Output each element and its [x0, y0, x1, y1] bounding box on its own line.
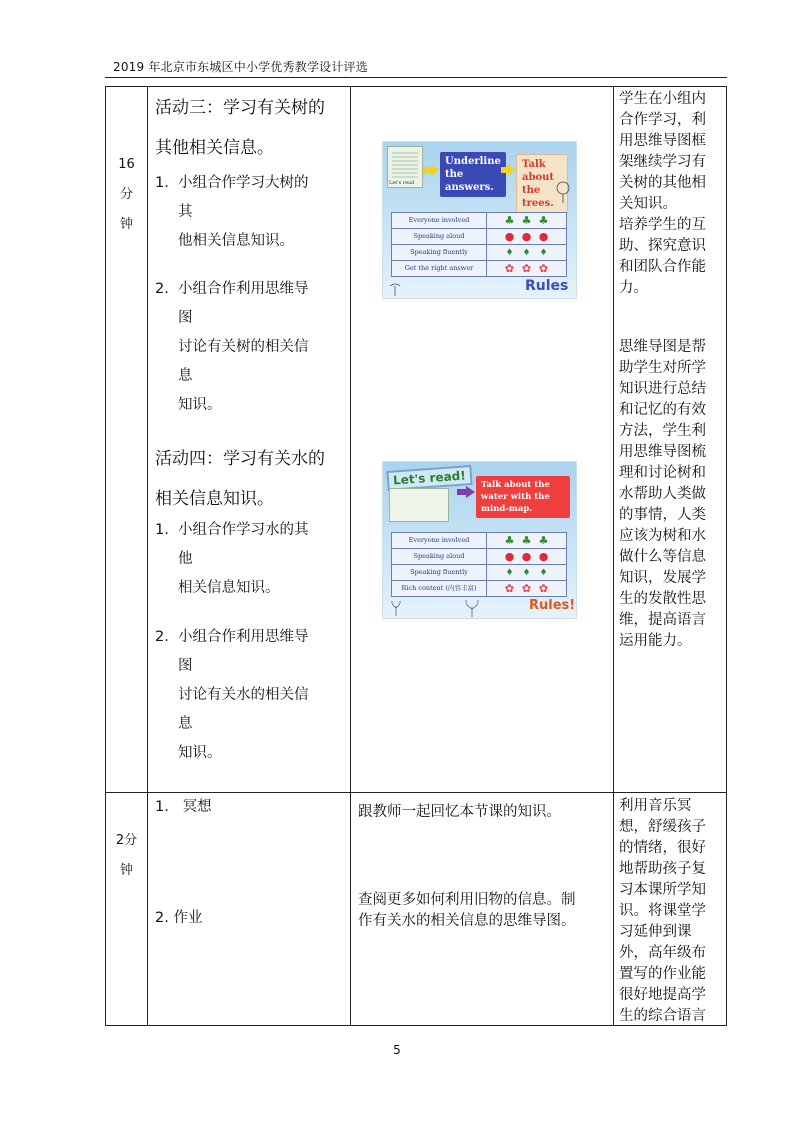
- list-item-line: 他相关信息知识。: [178, 233, 294, 249]
- rose-icon: ●: [504, 230, 515, 243]
- note-line: 外，高年级布: [619, 945, 706, 961]
- note-line: 利用音乐冥: [619, 798, 692, 814]
- note-line: 维，提高语言: [619, 612, 706, 628]
- rules-row-label: Speaking aloud: [392, 229, 487, 244]
- arrow-right-icon: [501, 164, 515, 176]
- list-item-line: 知识。: [178, 745, 222, 761]
- note-line: 助学生对所学: [619, 360, 706, 376]
- row1-time-number: 16: [118, 157, 135, 172]
- list-number: 2.: [155, 629, 169, 645]
- row2-time-number: 2分: [115, 833, 138, 848]
- activity4-item-2: [155, 623, 345, 761]
- design-intent-note-1: [619, 89, 719, 299]
- rules-row-label: Speaking fluently: [392, 245, 487, 260]
- flower-icon: ✿: [504, 262, 515, 275]
- activity4-title-line2: 相关信息知识。: [155, 489, 274, 509]
- rules-row: [392, 581, 566, 596]
- plant-sketch-icon: [461, 599, 483, 617]
- list-number: 1.: [155, 175, 169, 191]
- rules-row-label: Get the right answer: [392, 261, 487, 276]
- list-item-line: 讨论有关水的相关信息: [178, 687, 309, 732]
- document-header: 2019 年北京市东城区中小学优秀教学设计评选: [113, 60, 368, 74]
- leaf-icon: ♣: [538, 534, 549, 547]
- note-line: 理和讨论树和: [619, 465, 706, 481]
- rules-row-label: Rich content (内容丰富): [392, 581, 487, 596]
- list-item-line: 小组合作学习水的其他: [178, 522, 309, 567]
- table-border-top: [105, 86, 727, 87]
- note-line: 的事情，人类: [619, 507, 706, 523]
- note-line: 生的综合语言: [619, 1008, 706, 1024]
- rules-label: Rules!: [529, 598, 576, 613]
- note-line: 置写的作业能: [619, 966, 706, 982]
- rules-row-label: Speaking fluently: [392, 565, 487, 580]
- note-line: 识。将课堂学: [619, 903, 706, 919]
- table-row-divider: [105, 792, 727, 793]
- leaf-icon: ♣: [504, 214, 515, 227]
- rose-icon: ●: [504, 550, 515, 563]
- rules-row: [392, 213, 566, 229]
- list-item-line: 讨论有关树的相关信息: [178, 339, 309, 384]
- bud-icon: ♦: [539, 247, 548, 258]
- leaf-icon: ♣: [521, 214, 532, 227]
- arrow-right-icon: [423, 164, 439, 176]
- rules-row-label: Everyone involved: [392, 213, 487, 228]
- flower-icon: ✿: [538, 582, 549, 595]
- lets-read-sign: Let's read!: [386, 465, 472, 491]
- leaf-icon: ♣: [521, 534, 532, 547]
- step-underline-answers: Underline the answers.: [440, 152, 506, 197]
- activity3-item-2: [155, 275, 345, 413]
- note-line: 习延伸到课: [619, 924, 692, 940]
- palm-tree-icon: [389, 282, 401, 296]
- note-line: 关知识。: [619, 196, 677, 212]
- activity4-title: [155, 445, 325, 513]
- row2-student-activity-2: [358, 890, 576, 932]
- rules-row: [392, 261, 566, 276]
- list-item-text: [178, 169, 318, 256]
- step-talk-about-water: Talk about the water with the mind-map.: [476, 476, 570, 518]
- list-item-line: 小组合作利用思维导图: [178, 281, 309, 326]
- rules-row: [392, 245, 566, 261]
- note-line: 想，舒缓孩子: [619, 819, 706, 835]
- list-item-line: 小组合作利用思维导图: [178, 629, 309, 674]
- rose-icon: ●: [538, 230, 549, 243]
- row2-time-unit: 钟: [119, 863, 133, 878]
- note-line: 运用能力。: [619, 633, 692, 649]
- note-line: 知识进行总结: [619, 381, 706, 397]
- bud-icon: ♦: [539, 567, 548, 578]
- bud-icon: ♦: [505, 247, 514, 258]
- list-item-line: 相关信息知识。: [178, 580, 280, 596]
- rules-row-marks: [487, 582, 566, 595]
- row1-time-unit: 分: [119, 187, 133, 202]
- plant-sketch-icon: [389, 600, 403, 616]
- activity3-title-line1: 活动三：学习有关树的: [155, 98, 325, 118]
- list-item-line: 知识。: [178, 397, 222, 413]
- row2-student-activity-1: 跟教师一起回忆本节课的知识。: [358, 804, 561, 820]
- table-col-divider-2: [350, 86, 351, 1026]
- rose-icon: ●: [538, 550, 549, 563]
- rules-row-marks: [487, 230, 566, 243]
- note-line: 助、探究意识: [619, 238, 706, 254]
- bud-icon: ♦: [505, 567, 514, 578]
- design-intent-note-2: [619, 337, 719, 652]
- note-line: 地帮助孩子复: [619, 861, 706, 877]
- arrow-right-icon: [457, 486, 475, 498]
- page-number: 5: [393, 1043, 401, 1057]
- note-line: 很好地提高学: [619, 987, 706, 1003]
- table-border-right: [726, 86, 727, 1026]
- rules-row-marks: [487, 248, 566, 258]
- rules-row-label: Speaking aloud: [392, 549, 487, 564]
- row2-item-homework: 2. 作业: [155, 910, 203, 926]
- text-passage-image: [389, 488, 449, 522]
- leaf-icon: ♣: [504, 534, 515, 547]
- rules-row: [392, 533, 566, 549]
- note-line: 关树的其他相: [619, 175, 706, 191]
- list-item-text: [178, 623, 318, 768]
- rules-row: [392, 229, 566, 245]
- step-talk-about-trees: Talk about the trees.: [516, 154, 568, 214]
- flower-icon: ✿: [521, 582, 532, 595]
- rules-row-marks: [487, 568, 566, 578]
- rules-row-marks: [487, 550, 566, 563]
- note-line: 合作学习，利: [619, 112, 706, 128]
- note-line: 力。: [619, 280, 648, 296]
- slide-water-rules: [382, 461, 577, 619]
- note-line: 生的发散性思: [619, 591, 706, 607]
- activity3-title-line2: 其他相关信息。: [155, 138, 274, 158]
- list-number: 1.: [155, 522, 169, 538]
- note-line: 架继续学习有: [619, 154, 706, 170]
- activity-line: 查阅更多如何利用旧物的信息。制: [358, 892, 576, 908]
- activity3-title: [155, 94, 325, 162]
- note-line: 做什么等信息: [619, 549, 706, 565]
- note-line: 和团队合作能: [619, 259, 706, 275]
- rules-table: [391, 212, 567, 277]
- leaf-icon: ♣: [538, 214, 549, 227]
- rules-table: [391, 532, 567, 597]
- rules-row-marks: [487, 214, 566, 227]
- flower-icon: ✿: [538, 262, 549, 275]
- rules-row-marks: [487, 262, 566, 275]
- note-line: 的情绪，很好: [619, 840, 706, 856]
- header-rule: [105, 77, 727, 78]
- note-line: 应该为树和水: [619, 528, 706, 544]
- rules-row-label: Everyone involved: [392, 533, 487, 548]
- rules-label: Rules: [525, 278, 569, 294]
- note-line: 用思维导图框: [619, 133, 706, 149]
- row1-time: [106, 150, 147, 240]
- row2-item-meditation: 1. 冥想: [155, 799, 212, 815]
- design-intent-note-3: [619, 796, 719, 1027]
- slide-trees-rules: [382, 141, 577, 299]
- note-line: 学生在小组内: [619, 91, 706, 107]
- activity3-item-1: [155, 169, 345, 249]
- rules-row: [392, 565, 566, 581]
- rules-row-marks: [487, 534, 566, 547]
- bud-icon: ♦: [522, 567, 531, 578]
- note-line: 习本课所学知: [619, 882, 706, 898]
- list-number: 2.: [155, 281, 169, 297]
- row1-time-unit2: 钟: [119, 217, 133, 232]
- note-line: 方法，学生利: [619, 423, 706, 439]
- note-line: 培养学生的互: [619, 217, 706, 233]
- book-caption: Let's read: [389, 180, 415, 186]
- tree-sketch-icon: [553, 180, 573, 204]
- note-line: 思维导图是帮: [619, 339, 706, 355]
- activity4-item-1: [155, 516, 345, 596]
- flower-icon: ✿: [504, 582, 515, 595]
- list-item-text: [178, 516, 318, 603]
- list-item-line: 小组合作学习大树的其: [178, 175, 309, 220]
- activity-line: 作有关水的相关信息的思维导图。: [358, 913, 576, 929]
- rose-icon: ●: [521, 230, 532, 243]
- flower-icon: ✿: [521, 262, 532, 275]
- table-col-divider-3: [613, 86, 614, 1026]
- rose-icon: ●: [521, 550, 532, 563]
- list-item-text: [178, 275, 318, 420]
- row2-time: [106, 826, 147, 886]
- rules-row: [392, 549, 566, 565]
- note-line: 水帮助人类做: [619, 486, 706, 502]
- bud-icon: ♦: [522, 247, 531, 258]
- table-col-divider-1: [147, 86, 148, 1026]
- note-line: 知识，发展学: [619, 570, 706, 586]
- activity4-title-line1: 活动四：学习有关水的: [155, 449, 325, 469]
- note-line: 和记忆的有效: [619, 402, 706, 418]
- note-line: 用思维导图梳: [619, 444, 706, 460]
